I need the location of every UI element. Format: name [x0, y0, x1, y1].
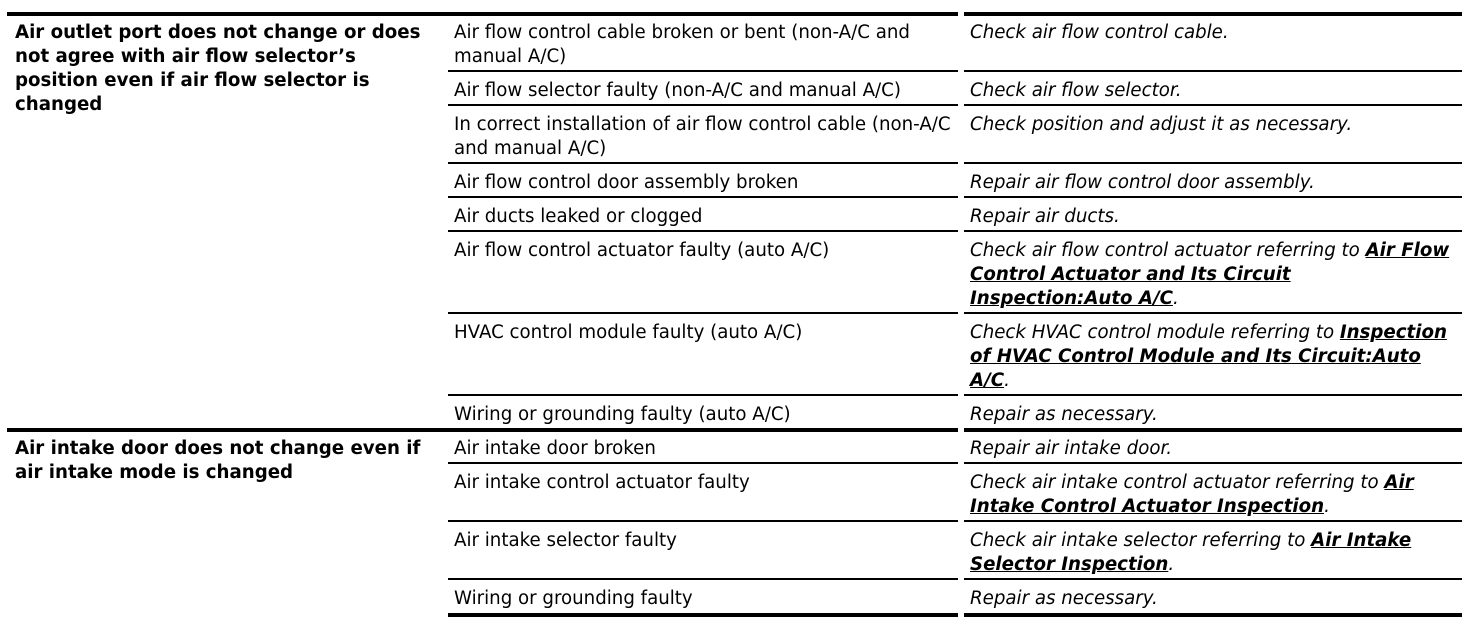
- action-cell: [961, 313, 1462, 395]
- table-row: [7, 14, 1462, 71]
- action-text: Check position and adjust it as necessary.: [970, 114, 1353, 135]
- action-cell: [961, 579, 1462, 615]
- action-cell: [961, 463, 1462, 521]
- cause-cell: Air flow selector faulty (non-A/C and manual A/C): [448, 71, 961, 105]
- troubleshooting-table: [7, 12, 1462, 617]
- action-suffix: .: [1004, 370, 1010, 391]
- action-text: Repair air intake door.: [970, 438, 1173, 459]
- table-row: [7, 430, 1462, 463]
- action-cell: [961, 395, 1462, 430]
- symptom-cell: Air outlet port does not change or does not agree with air flow selector’s position even if air flow selector is changed: [7, 14, 448, 430]
- action-cell: [961, 163, 1462, 197]
- reference-link[interactable]: Air Intake Control Actuator Inspection: [970, 472, 1414, 517]
- action-text: Repair air flow control door assembly.: [970, 172, 1315, 193]
- reference-link[interactable]: Inspection of HVAC Control Module and Its Circuit:Auto A/C: [970, 322, 1447, 391]
- cause-cell: Air ducts leaked or clogged: [448, 197, 961, 231]
- action-cell: [961, 430, 1462, 463]
- action-cell: [961, 231, 1462, 313]
- action-suffix: .: [1168, 554, 1175, 575]
- troubleshooting-table-body: [7, 14, 1462, 615]
- reference-link[interactable]: Air Intake Selector Inspection: [970, 530, 1412, 575]
- cause-cell: Air flow control door assembly broken: [448, 163, 961, 197]
- action-text: Check air flow control cable.: [970, 22, 1229, 43]
- action-text: Repair as necessary.: [970, 404, 1158, 425]
- cause-cell: Wiring or grounding faulty (auto A/C): [448, 395, 961, 430]
- action-text: Check air intake selector referring to: [970, 530, 1312, 551]
- action-suffix: .: [1324, 496, 1330, 517]
- action-cell: [961, 105, 1462, 163]
- action-text: Check air flow selector.: [970, 80, 1182, 101]
- reference-link[interactable]: Air Flow Control Actuator and Its Circuit Inspection:Auto A/C: [970, 240, 1450, 309]
- action-text: Check air flow control actuator referring to: [970, 240, 1366, 261]
- action-text: Check HVAC control module referring to: [970, 322, 1340, 343]
- action-text: Check air intake control actuator referring to: [970, 472, 1385, 493]
- cause-cell: Air intake selector faulty: [448, 521, 961, 579]
- cause-cell: Air flow control cable broken or bent (non-A/C and manual A/C): [448, 14, 961, 71]
- action-text: Repair as necessary.: [970, 588, 1158, 609]
- cause-cell: Air intake control actuator faulty: [448, 463, 961, 521]
- symptom-cell: Air intake door does not change even if air intake mode is changed: [7, 430, 448, 615]
- action-suffix: .: [1172, 288, 1179, 309]
- action-cell: [961, 14, 1462, 71]
- action-cell: [961, 521, 1462, 579]
- cause-cell: HVAC control module faulty (auto A/C): [448, 313, 961, 395]
- action-cell: [961, 197, 1462, 231]
- action-text: Repair air ducts.: [970, 206, 1120, 227]
- action-cell: [961, 71, 1462, 105]
- cause-cell: Wiring or grounding faulty: [448, 579, 961, 615]
- cause-cell: Air flow control actuator faulty (auto A/C): [448, 231, 961, 313]
- cause-cell: Air intake door broken: [448, 430, 961, 463]
- cause-cell: In correct installation of air flow control cable (non-A/C and manual A/C): [448, 105, 961, 163]
